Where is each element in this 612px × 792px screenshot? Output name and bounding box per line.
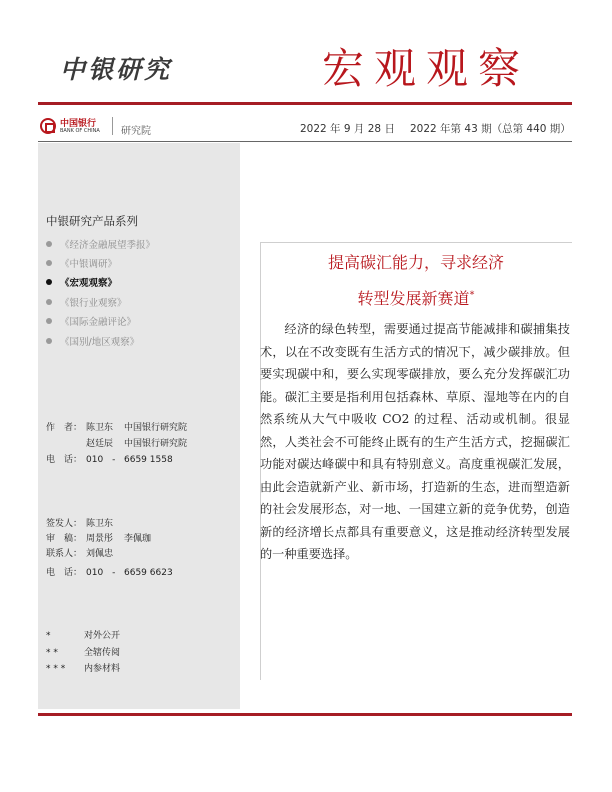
publication-title: 宏观观察	[322, 44, 531, 93]
brand-logo: 中银研究	[60, 55, 173, 84]
series-item: 《国际金融评论》	[46, 314, 136, 328]
author-row: 作 者： 陈卫东 中国银行研究院	[46, 423, 188, 433]
bullet-icon	[46, 241, 52, 247]
bank-of-china-logo-icon	[40, 118, 56, 134]
article-title-line2: 转型发展新赛道*	[357, 289, 475, 308]
top-divider	[38, 102, 572, 105]
confidentiality-row: * * * 内参材料	[46, 664, 121, 674]
issue-number: 2022 年第 43 期（总第 440 期）	[410, 123, 571, 135]
header-divider	[38, 141, 572, 142]
logo-divider	[112, 117, 113, 135]
bullet-icon	[46, 299, 52, 305]
bullet-icon	[46, 338, 52, 344]
bank-name: 中国银行	[60, 119, 97, 129]
footnote-mark: *	[469, 289, 475, 301]
reviewer-row: 审 稿： 周景彤 李佩珈	[46, 534, 152, 544]
series-title: 中银研究产品系列	[46, 214, 138, 228]
institute-name: 研究院	[121, 126, 151, 137]
confidentiality-row: * 对外公开	[46, 631, 121, 641]
article-body: 经济的绿色转型，需要通过提高节能减排和碳捕集技术，以在不改变既有生活方式的情况下，减少碳排放。但要实现碳中和，要么实现零碳排放，要么充分发挥碳汇功能。碳汇主要是指利用包括森林、草原、湿地等在内的自然系统从大气中吸收 CO2 的过程、活动或机制。很显然，人类社会不可能终止既有的生产生活方式，挖掘碳汇功能对碳达峰碳中和具有特别意义。高度重视碳汇发展，由此会造就新产业、新市场，打造新的生态，进而塑造新的社会发展形态，对一地、一国建立新的竞争优势，创造新的经济增长点都具有重要意义，这是推动经济转型发展的一种重要选择。	[260, 322, 570, 561]
bullet-icon	[46, 318, 52, 324]
bottom-divider	[38, 713, 572, 716]
article-title-line1: 提高碳汇能力，寻求经济	[327, 253, 504, 272]
approver-row: 签发人： 陈卫东	[46, 519, 114, 529]
phone-row: 电 话： 010 - 6659 1558	[46, 455, 173, 465]
author-row: 赵廷辰 中国银行研究院	[86, 439, 188, 449]
bullet-icon	[46, 260, 52, 266]
series-item: 《银行业观察》	[46, 295, 127, 309]
bank-name-english: BANK OF CHINA	[60, 128, 100, 134]
series-item: 《国别/地区观察》	[46, 334, 139, 348]
contact-row: 联系人： 刘佩忠	[46, 549, 114, 559]
series-item-active: 《宏观观察》	[46, 275, 117, 289]
series-item: 《经济金融展望季报》	[46, 237, 155, 251]
bullet-icon	[46, 279, 52, 285]
series-item: 《中银调研》	[46, 256, 117, 270]
issue-date: 2022 年 9 月 28 日	[300, 123, 395, 135]
phone-row: 电 话： 010 - 6659 6623	[46, 568, 173, 578]
confidentiality-row: * * 全辖传阅	[46, 648, 121, 658]
